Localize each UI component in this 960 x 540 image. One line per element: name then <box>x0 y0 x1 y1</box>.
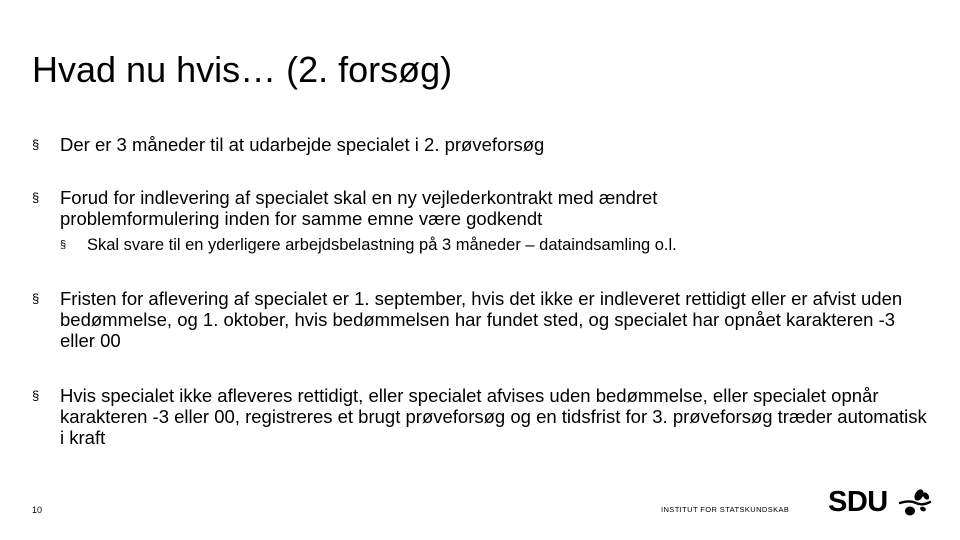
bullet-marker: § <box>32 190 40 205</box>
bullet-text: Forud for indlevering af specialet skal en ny vejlederkontrakt med ændret problemformulering inden for samme emne være godkendt <box>60 187 658 229</box>
bullet-item <box>32 385 932 448</box>
bullet-marker: § <box>32 388 40 403</box>
bullet-marker: § <box>32 291 40 306</box>
sdu-leaf-icon <box>898 486 932 518</box>
sub-bullet-item <box>60 235 920 255</box>
sdu-logo <box>828 484 932 520</box>
bullet-text: Fristen for aflevering af specialet er 1. september, hvis det ikke er indleveret rettidigt eller er afvist uden bedømmelse, og 1. oktober, hvis bedømmelsen har fundet sted, og specialet har opnået karakteren -3 eller 00 <box>60 288 903 351</box>
bullet-item <box>32 134 932 155</box>
bullet-marker: § <box>60 239 67 251</box>
bullet-marker: § <box>32 137 40 152</box>
bullet-item <box>32 288 932 351</box>
bullet-text: Skal svare til en yderligere arbejdsbelastning på 3 måneder – dataindsamling o.l. <box>87 236 677 254</box>
bullet-text: Hvis specialet ikke afleveres rettidigt, eller specialet afvises uden bedømmelse, eller specialet opnår karakteren -3 eller 00, registreres et brugt prøveforsøg og en tidsfrist for 3. prøveforsøg træder automatisk i kraft <box>60 385 927 448</box>
slide-title: Hvad nu hvis… (2. forsøg) <box>32 49 453 90</box>
logo-wordmark: SDU <box>828 486 888 518</box>
bullet-text: Der er 3 måneder til at udarbejde specialet i 2. prøveforsøg <box>60 134 545 155</box>
institute-name: INSTITUT FOR STATSKUNDSKAB <box>661 505 790 514</box>
bullet-item <box>32 187 792 229</box>
page-number: 10 <box>32 505 43 515</box>
